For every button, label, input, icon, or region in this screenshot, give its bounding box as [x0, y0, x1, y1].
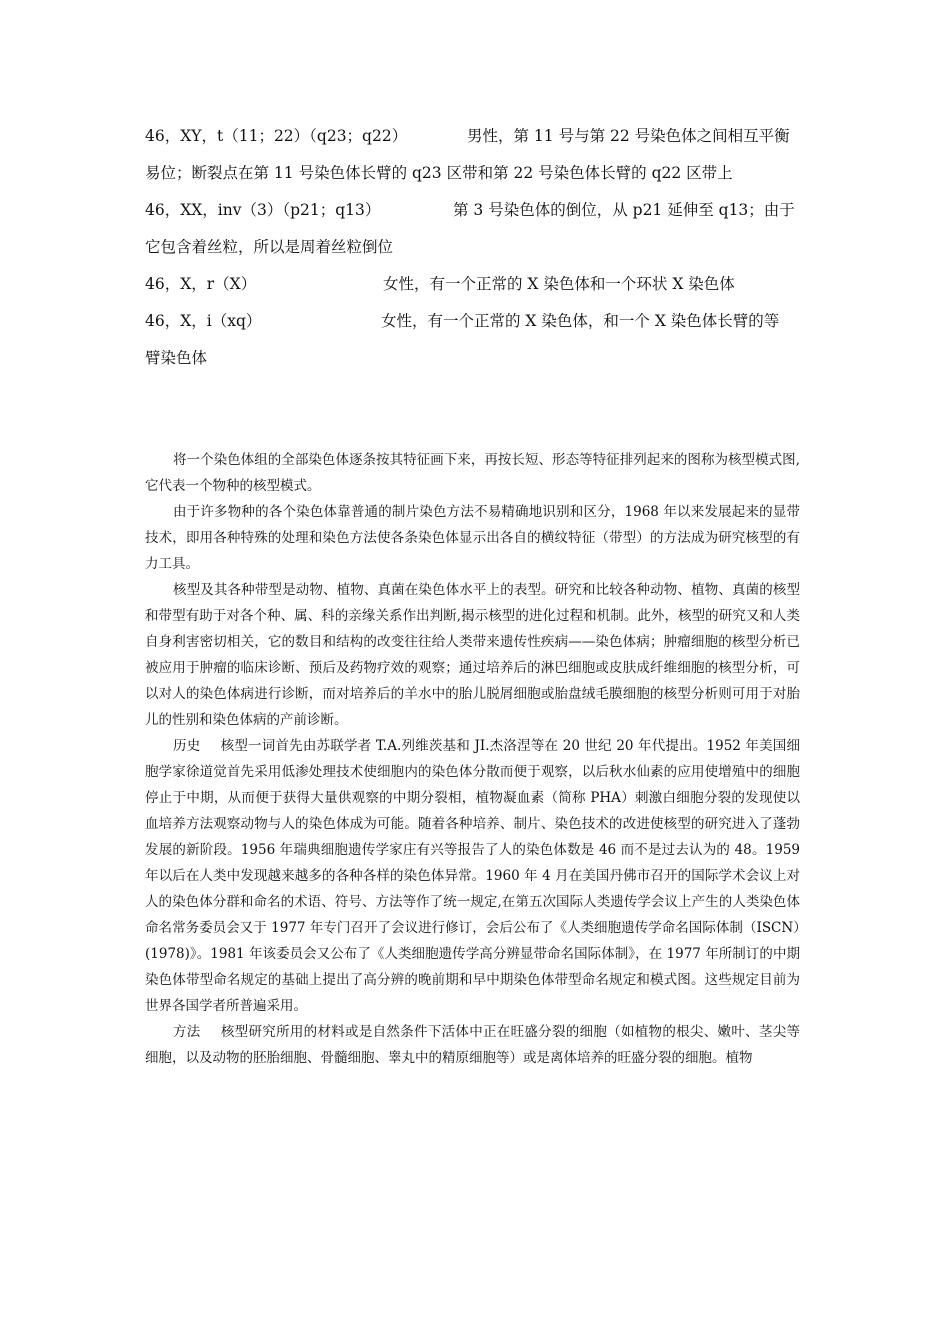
karyotype-code: 46，X，r（X） — [145, 275, 257, 293]
paragraph: 由于许多物种的各个染色体靠普通的制片染色方法不易精确地识别和区分，1968 年以来发展起来的显带技术，即用各种特殊的处理和染色方法使各条染色体显示出各自的横纹特征（带型）的方法成为研究核型的有力工具。 — [145, 504, 800, 572]
karyotype-code: 46，X，i（xq） — [145, 312, 262, 330]
karyotype-description: 第 3 号染色体的倒位，从 p21 延伸至 q13；由于 — [453, 201, 795, 219]
karyotype-line — [145, 303, 805, 340]
karyotype-description: 女性，有一个正常的 X 染色体和一个环状 X 染色体 — [383, 275, 735, 293]
section-heading-history: 历史 — [173, 738, 201, 754]
paragraph: 将一个染色体组的全部染色体逐条按其特征画下来，再按长短、形态等特征排列起来的图称为核型模式图,它代表一个物种的核型模式。 — [145, 452, 800, 494]
karyotype-description-continuation: 它包含着丝粒，所以是周着丝粒倒位 — [145, 238, 394, 256]
body-text — [145, 447, 800, 1071]
karyotype-code: 46，XY，t（11；22）（q23；q22） — [145, 127, 408, 145]
karyotype-line — [145, 118, 805, 155]
karyotype-list — [145, 118, 805, 377]
paragraph-method — [145, 1019, 800, 1071]
karyotype-description-continuation: 臂染色体 — [145, 349, 208, 367]
karyotype-code: 46，XX，inv（3）（p21；q13） — [145, 201, 381, 219]
section-heading-method: 方法 — [173, 1024, 201, 1040]
karyotype-description: 男性，第 11 号与第 22 号染色体之间相互平衡 — [467, 127, 790, 145]
paragraph-history — [145, 733, 800, 1019]
karyotype-description-continuation: 易位；断裂点在第 11 号染色体长臂的 q23 区带和第 22 号染色体长臂的 q22 区带上 — [145, 164, 733, 182]
karyotype-line — [145, 192, 805, 229]
karyotype-description: 女性，有一个正常的 X 染色体，和一个 X 染色体长臂的等 — [381, 312, 780, 330]
paragraph-text: 核型研究所用的材料或是自然条件下活体中正在旺盛分裂的细胞（如植物的根尖、嫩叶、茎尖等细胞，以及动物的胚胎细胞、骨髓细胞、睾丸中的精原细胞等）或是离体培养的旺盛分裂的细胞。植物 — [145, 1024, 801, 1066]
karyotype-line — [145, 266, 805, 303]
paragraph: 核型及其各种带型是动物、植物、真菌在染色体水平上的表型。研究和比较各种动物、植物、真菌的核型和带型有助于对各个种、属、科的亲缘关系作出判断,揭示核型的进化过程和机制。此外，核型的研究又和人类自身利害密切相关，它的数目和结构的改变往往给人类带来遗传性疾病——染色体病；肿瘤细胞的核型分析已被应用于肿瘤的临床诊断、预后及药物疗效的观察；通过培养后的淋巴细胞或皮肤成纤维细胞的核型分析，可以对人的染色体病进行诊断，而对培养后的羊水中的胎儿脱屑细胞或胎盘绒毛膜细胞的核型分析则可用于对胎儿的性别和染色体病的产前诊断。 — [145, 582, 800, 728]
paragraph-text: 核型一词首先由苏联学者 T.A.列维茨基和 JI.杰洛涅等在 20 世纪 20 年代提出。1952 年美国细胞学家徐道觉首先采用低渗处理技术使细胞内的染色体分散而便于观察，以后秋水仙素的应用使增殖中的细胞停止于中期，从而便于获得大量供观察的中期分裂相，植物凝血素（简称 PHA）刺激白细胞分裂的发现使以血培养方法观察动物与人的染色体成为可能。随着各种培养、制片、染色技术的改进使核型的研究进入了蓬勃发展的新阶段。1956 年瑞典细胞遗传学家庄有兴等报告了人的染色体数是 46 而不是过去认为的 48。1959 年以后在人类中发现越来越多的各种各样的染色体异常。1960 年 4 月在美国丹佛市召开的国际学术会议上对人的染色体分群和命名的术语、符号、方法等作了统一规定,在第五次国际人类遗传学会议上产生的人类染色体命名常务委员会又于 1977 年专门召开了会议进行修订，会后公布了《人类细胞遗传学命名国际体制（ISCN）(1978)》。1981 年该委员会又公布了《人类细胞遗传学高分辨显带命名国际体制》，在 1977 年所制订的中期染色体带型命名规定的基础上提出了高分辨的晚前期和早中期染色体带型命名规定和模式图。这些规定目前为世界各国学者所普遍采用。 — [145, 738, 801, 1014]
